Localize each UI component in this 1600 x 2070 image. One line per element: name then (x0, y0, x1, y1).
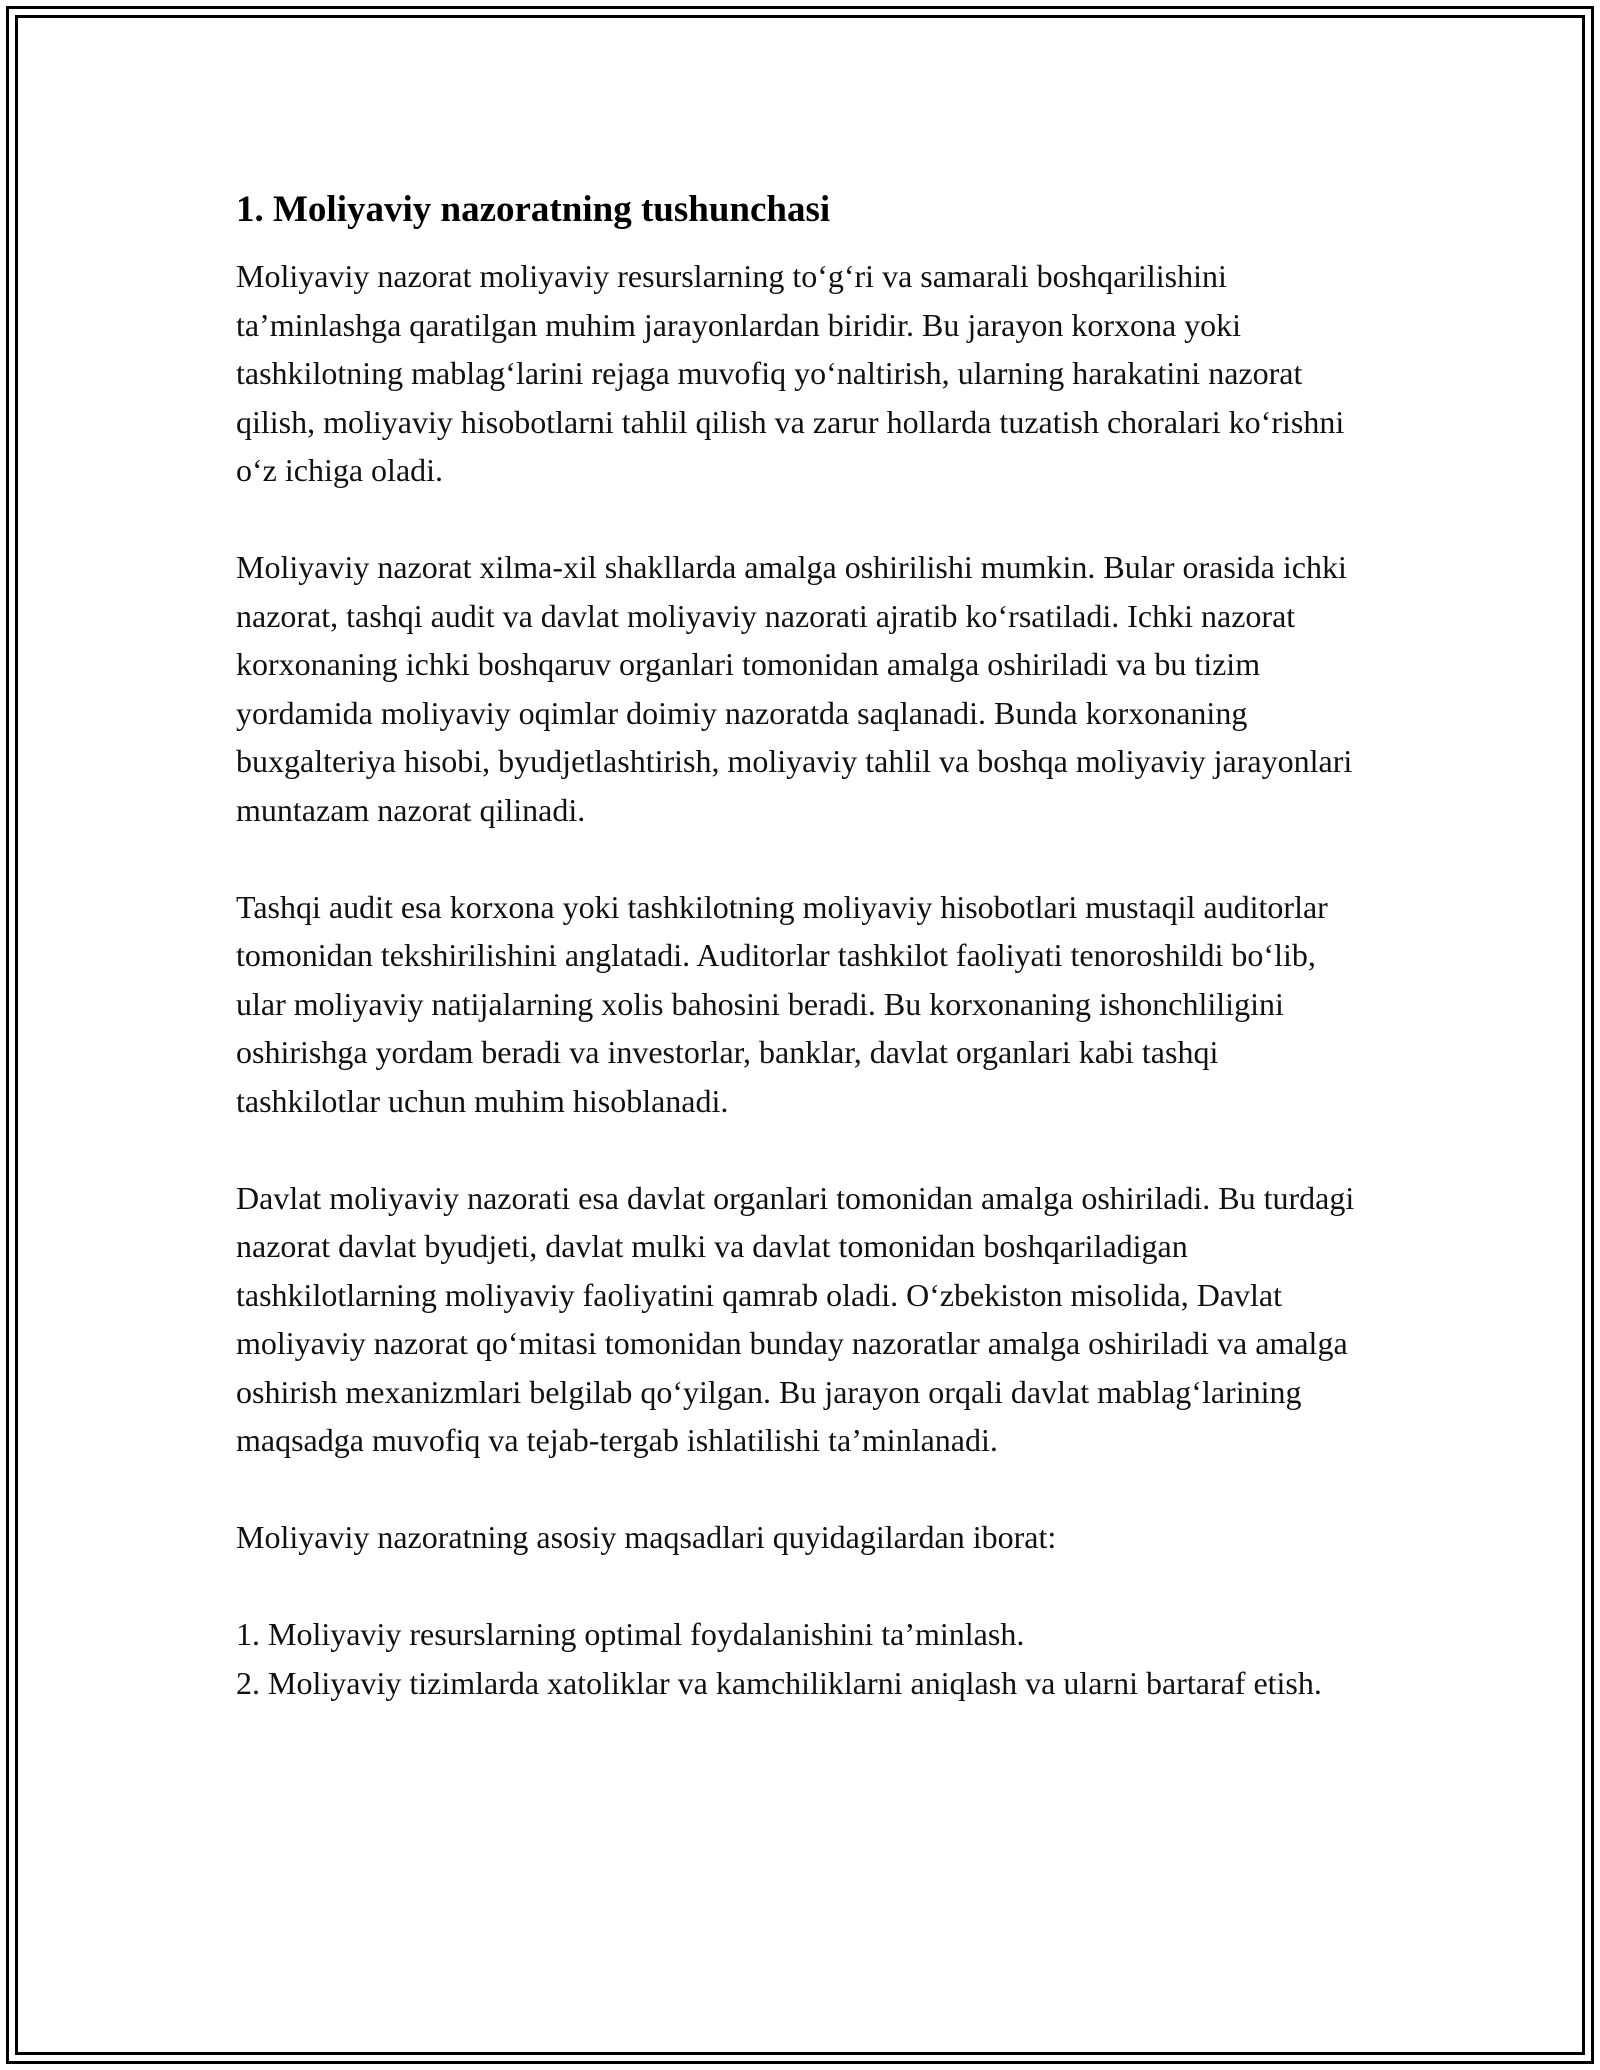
goal-list-item: 2. Moliyaviy tizimlarda xatoliklar va kamchiliklarni aniqlash va ularni bartaraf etish. (236, 1664, 1322, 1701)
paragraph-state-control: Davlat moliyaviy nazorati esa davlat organlari tomonidan amalga oshiriladi. Bu turdagi nazorat davlat byudjeti, davlat mulki va davlat tomonidan boshqariladigan tashkilotlarning moliyaviy faoliyatini qamrab oladi. O‘zbekiston misolida, Davlat moliyaviy nazorat qo‘mitasi tomonidan bunday nazoratlar amalga oshiriladi va amalga oshirish mexanizmlari belgilab qo‘yilgan. Bu jarayon orqali davlat mablag‘larining maqsadga muvofiq va tejab-tergab ishlatilishi ta’minlanadi. (236, 1179, 1355, 1458)
paragraph-forms: Moliyaviy nazorat xilma-xil shakllarda amalga oshirilishi mumkin. Bular orasida ichki nazorat, tashqi audit va davlat moliyaviy nazorati ajratib ko‘rsatiladi. Ichki nazorat korxonaning ichki boshqaruv organlari tomonidan amalga oshiriladi va bu tizim yordamida moliyaviy oqimlar doimiy nazoratda saqlanadi. Bunda korxonaning buxgalteriya hisobi, byudjetlashtirish, moliyaviy tahlil va boshqa moliyaviy jarayonlari muntazam nazorat qilinadi. (236, 549, 1353, 828)
paragraph-definition: Moliyaviy nazorat moliyaviy resurslarning to‘g‘ri va samarali boshqarilishini ta’minlashga qaratilgan muhim jarayonlardan biridir. Bu jarayon korxona yoki tashkilotning mablag‘larini rejaga muvofiq yo‘naltirish, ularning harakatini nazorat qilish, moliyaviy hisobotlarni tahlil qilish va zarur hollarda tuzatish choralari ko‘rishni o‘z ichiga oladi. (236, 258, 1345, 488)
paragraph-spacer (236, 495, 1366, 544)
paragraph-spacer (236, 834, 1366, 883)
goal-list-item: 1. Moliyaviy resurslarning optimal foydalanishini ta’minlash. (236, 1616, 1025, 1652)
section-heading: 1. Moliyaviy nazoratning tushunchasi (236, 189, 831, 230)
paragraph-goals-intro: Moliyaviy nazoratning asosiy maqsadlari quyidagilardan iborat: (236, 1519, 1057, 1555)
paragraph-spacer (236, 1465, 1366, 1514)
paragraph-spacer (236, 1562, 1366, 1611)
paragraph-spacer (236, 1125, 1366, 1174)
paragraph-external-audit: Tashqi audit esa korxona yoki tashkilotning moliyaviy hisobotlari mustaqil auditorlar tomonidan tekshirilishini anglatadi. Auditorlar tashkilot faoliyati tenoroshildi bo‘lib, ular moliyaviy natijalarning xolis bahosini beradi. Bu korxonaning ishonchliligini oshirishga yordam beradi va investorlar, banklar, davlat organlari kabi tashqi tashkilotlar uchun muhim hisoblanadi. (236, 888, 1328, 1119)
document-body (236, 186, 1366, 1707)
